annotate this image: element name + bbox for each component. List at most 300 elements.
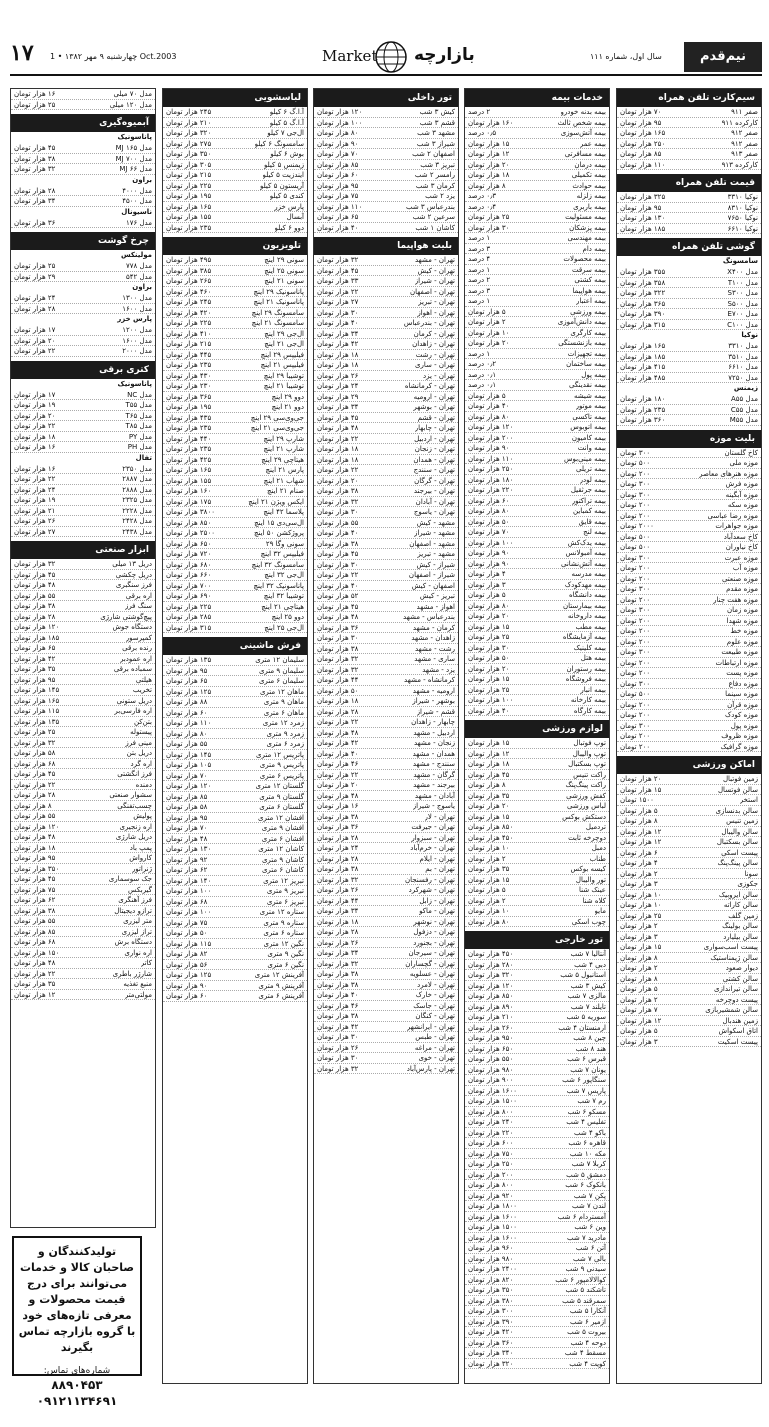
price-row bbox=[617, 224, 761, 235]
price-row bbox=[617, 974, 761, 985]
item-name: دستگاه جوش bbox=[112, 623, 152, 631]
item-price: ۴۵ هزار تومان bbox=[317, 602, 359, 611]
price-row bbox=[314, 107, 458, 118]
price-row bbox=[617, 415, 761, 426]
item-name: بیمه تکمیلی bbox=[571, 171, 606, 179]
price-row bbox=[314, 591, 458, 602]
item-name: تهران - ماکو bbox=[419, 907, 455, 915]
item-price: ۲۰ هزار تومان bbox=[468, 664, 510, 673]
item-price: ۲۶۰ هزار تومان bbox=[468, 1023, 514, 1032]
item-price: ۲۷ هزار تومان bbox=[317, 298, 359, 306]
item-name: ارمنستان ۴ شب bbox=[558, 1023, 606, 1032]
item-price: ۵۲ هزار تومان bbox=[317, 592, 359, 600]
price-row bbox=[163, 602, 307, 613]
price-row bbox=[465, 960, 609, 971]
item-price: ۹۵ هزار تومان bbox=[14, 854, 56, 862]
item-price: ۳۶۰ هزار تومان bbox=[620, 416, 666, 424]
item-name: تهران - رفسنجان bbox=[405, 875, 455, 884]
price-row bbox=[465, 328, 609, 339]
item-price: ۱۵۵ هزار تومان bbox=[166, 476, 212, 485]
item-name: یزد ۲ شب bbox=[425, 192, 455, 200]
price-row bbox=[617, 710, 761, 721]
item-price: ۲۰۰ تومان bbox=[620, 711, 651, 719]
item-price: ۲۲۵ هزار تومان bbox=[166, 602, 212, 611]
section-heading: بلیت هواپیما bbox=[314, 237, 458, 255]
item-name: تهران - رشت bbox=[415, 350, 455, 359]
item-price: ۲۲ هزار تومان bbox=[317, 466, 359, 474]
item-name: تهران - آبادان bbox=[415, 497, 455, 506]
price-row bbox=[465, 854, 609, 865]
item-name: تهران - بم bbox=[425, 865, 455, 873]
price-section bbox=[11, 114, 155, 228]
item-name: ساری - مشهد bbox=[414, 655, 455, 663]
section-heading: ابزار صنعتی bbox=[11, 541, 155, 559]
price-row bbox=[163, 455, 307, 466]
item-name: موزه گرافیک bbox=[720, 742, 758, 751]
price-row bbox=[465, 1306, 609, 1317]
price-row bbox=[11, 769, 155, 780]
item-price: ۲۷ هزار تومان bbox=[14, 527, 56, 536]
price-row bbox=[314, 927, 458, 938]
item-price: ۹۸۰ هزار تومان bbox=[468, 1254, 514, 1263]
item-name: ال‌جی ۷ کیلو bbox=[267, 129, 304, 137]
price-row bbox=[11, 601, 155, 612]
item-price: ۲۶ هزار تومان bbox=[317, 886, 359, 894]
item-price: ۱۲۵ هزار تومان bbox=[166, 971, 212, 979]
item-name: اره زنجیری bbox=[119, 822, 152, 831]
item-price: ۴۰ هزار تومان bbox=[317, 529, 359, 537]
item-price: ۲۰۰ تومان bbox=[620, 742, 651, 751]
item-name: موزه خط bbox=[730, 627, 758, 635]
item-name: کاخ نیاوران bbox=[725, 543, 758, 551]
item-price: ۱۵ هزار تومان bbox=[620, 785, 662, 794]
item-name: تهران - دزفول bbox=[413, 928, 455, 936]
price-row bbox=[314, 938, 458, 949]
item-price: ۱۴۵ هزار تومان bbox=[14, 686, 60, 694]
item-price: ۱۵۰۰ تومان bbox=[620, 796, 654, 804]
item-name: مدل NC bbox=[127, 390, 152, 399]
price-row bbox=[465, 780, 609, 791]
price-row bbox=[314, 486, 458, 497]
price-row bbox=[465, 170, 609, 181]
item-name: دوو ۲۹ اینچ bbox=[271, 392, 304, 401]
price-section bbox=[314, 237, 458, 1074]
item-price: ۳۲ هزار تومان bbox=[317, 1064, 359, 1073]
item-name: مدل ۱۲۰۰ bbox=[122, 326, 152, 334]
item-price: ۳۸۰ هزار تومان bbox=[468, 1296, 514, 1305]
item-price: ۲۲۰ هزار تومان bbox=[468, 1128, 514, 1137]
item-price: ۲ هزار تومان bbox=[468, 854, 506, 863]
price-row bbox=[465, 538, 609, 549]
item-name: اره فارسی‌بر bbox=[114, 707, 152, 715]
price-row bbox=[617, 213, 761, 224]
price-row bbox=[163, 739, 307, 750]
item-name: سالن فوتسال bbox=[717, 785, 758, 794]
price-row bbox=[465, 1128, 609, 1139]
item-price: ۹۵ هزار تومان bbox=[14, 675, 56, 684]
item-price: ۳۸ هزار تومان bbox=[317, 980, 359, 989]
item-price: ۸۵ هزار تومان bbox=[317, 160, 359, 169]
price-row bbox=[11, 801, 155, 812]
price-row bbox=[314, 969, 458, 980]
item-price: ۱۹ هزار تومان bbox=[14, 401, 56, 409]
price-row bbox=[11, 633, 155, 644]
price-row bbox=[163, 591, 307, 602]
price-row bbox=[617, 995, 761, 1006]
item-name: سلیمان ۶ متری bbox=[258, 677, 304, 685]
item-price: ۶۰ هزار تومان bbox=[166, 992, 208, 1000]
item-name: تهران - یزد bbox=[422, 371, 455, 380]
section-heading: قیمت تلفن همراه bbox=[617, 174, 761, 192]
price-row bbox=[617, 203, 761, 214]
item-price: ۲۶ هزار تومان bbox=[317, 371, 359, 380]
price-row bbox=[617, 563, 761, 574]
price-row bbox=[617, 469, 761, 480]
price-row bbox=[163, 676, 307, 687]
item-price: ۳۸ هزار تومان bbox=[14, 906, 56, 915]
price-row bbox=[163, 792, 307, 803]
item-price: ۱۵ هزار تومان bbox=[468, 812, 510, 821]
price-row bbox=[465, 770, 609, 781]
price-row bbox=[465, 380, 609, 391]
price-row bbox=[314, 1022, 458, 1033]
item-price: ۴۵ هزار تومان bbox=[14, 875, 56, 883]
item-price: ۲۰ هزار تومان bbox=[468, 612, 510, 620]
item-price: ۱۱۰ هزار تومان bbox=[620, 160, 666, 169]
price-row bbox=[11, 948, 155, 959]
item-name: بیمه اتوبوس bbox=[570, 423, 606, 431]
item-name: ترازو دیجیتال bbox=[114, 906, 152, 915]
price-row bbox=[11, 336, 155, 347]
price-row bbox=[314, 875, 458, 886]
price-row bbox=[11, 464, 155, 475]
item-price: ۸ هزار تومان bbox=[468, 781, 506, 789]
price-row bbox=[314, 287, 458, 298]
item-price: ۲۵۰ هزار تومان bbox=[468, 1160, 514, 1168]
item-name: تهران - چابهار bbox=[414, 424, 455, 432]
item-name: موزه سکه bbox=[727, 501, 758, 509]
price-row bbox=[617, 341, 761, 352]
item-price: ۹۰ هزار تومان bbox=[468, 549, 510, 557]
section-heading: لوازم ورزشی bbox=[465, 720, 609, 738]
price-row bbox=[163, 581, 307, 592]
item-name: آنکارا ۵ شب bbox=[569, 1307, 606, 1315]
item-price: ۴۱۵ هزار تومان bbox=[620, 363, 666, 371]
item-price: ۱۶۵ هزار تومان bbox=[166, 466, 212, 474]
item-price: ۴۲۵ هزار تومان bbox=[166, 455, 212, 464]
price-row bbox=[314, 759, 458, 770]
item-name: پاناسونیک ۳۲ اینچ bbox=[253, 581, 304, 590]
price-row bbox=[465, 1138, 609, 1149]
section-title-fa: بازارچه bbox=[414, 45, 475, 65]
item-price: ۶۸ هزار تومان bbox=[14, 759, 56, 768]
item-name: بیمه کشتی bbox=[574, 276, 606, 284]
item-price: ۱۰۰ هزار تومان bbox=[468, 538, 514, 547]
item-name: مدل ۵۴۲ bbox=[125, 272, 152, 281]
price-row bbox=[465, 149, 609, 160]
item-price: ۸۰ هزار تومان bbox=[468, 601, 510, 610]
item-price: ۹۸۰ هزار تومان bbox=[468, 1065, 514, 1074]
item-price: ۲۸ هزار تومان bbox=[14, 791, 56, 799]
item-price: ۳۲۲ هزار تومان bbox=[620, 289, 666, 297]
item-price: ۵۶ هزار تومان bbox=[166, 960, 208, 969]
price-row bbox=[314, 906, 458, 917]
price-row bbox=[163, 308, 307, 319]
item-name: آفرینش ۹ متری bbox=[258, 981, 304, 990]
section-title-en: Market bbox=[322, 47, 378, 65]
item-name: تهران - کنگان bbox=[415, 1012, 455, 1020]
price-row bbox=[163, 570, 307, 581]
price-row bbox=[465, 1117, 609, 1128]
price-row bbox=[11, 506, 155, 517]
price-row bbox=[163, 939, 307, 950]
item-price: ۱ درصد bbox=[468, 234, 491, 242]
item-name: بیمه پزشکان bbox=[569, 223, 606, 232]
item-price: ۲۵ هزار تومان bbox=[14, 100, 56, 109]
item-name: دریل شارژی bbox=[115, 833, 152, 841]
price-row bbox=[163, 539, 307, 550]
item-name: تهران - سیرجان bbox=[408, 949, 455, 957]
price-row bbox=[11, 570, 155, 581]
price-row bbox=[465, 286, 609, 297]
item-name: سمباده برقی bbox=[113, 665, 152, 673]
price-row bbox=[11, 654, 155, 665]
item-name: بیمه مهندسی bbox=[567, 234, 606, 242]
item-name: گلستان ۶ متری bbox=[259, 803, 304, 811]
section-heading: سیم‌کارت تلفن همراه bbox=[617, 89, 761, 107]
item-name: نوکیا ۳۳۱۰ bbox=[727, 193, 758, 201]
item-price: ۲ درصد bbox=[468, 108, 491, 116]
item-price: ۵ هزار تومان bbox=[468, 307, 506, 316]
item-price: ۳۵۰ هزار تومان bbox=[468, 1286, 514, 1294]
item-price: ۴۲۰ هزار تومان bbox=[468, 1328, 514, 1336]
item-name: مدل ۷۰ میلی bbox=[113, 90, 152, 98]
item-name: مدل S۳۰۰ bbox=[727, 289, 758, 297]
item-name: بیمه عمر bbox=[579, 139, 606, 148]
price-row bbox=[163, 834, 307, 845]
item-price: ۴ هزار تومان bbox=[620, 859, 658, 867]
item-price: ۲۰۰ تومان bbox=[620, 732, 651, 740]
item-price: ۷۰ هزار تومان bbox=[317, 150, 359, 158]
price-row bbox=[314, 612, 458, 623]
item-price: ۱۵ هزار تومان bbox=[468, 675, 510, 683]
price-row bbox=[163, 434, 307, 445]
price-row bbox=[465, 517, 609, 528]
item-price: ۵ هزار تومان bbox=[620, 1027, 658, 1035]
price-row bbox=[465, 1044, 609, 1055]
item-price: ۱۹ هزار تومان bbox=[14, 496, 56, 504]
item-price: ۱۸ هزار تومان bbox=[14, 432, 56, 441]
item-price: ۴ درصد bbox=[468, 255, 491, 263]
item-price: ۹۵ هزار تومان bbox=[166, 813, 208, 822]
price-row bbox=[617, 542, 761, 553]
item-name: تهران - قشم bbox=[417, 413, 455, 422]
price-row bbox=[11, 89, 155, 100]
item-name: بیمه کارگری bbox=[570, 328, 606, 337]
item-name: گلستان ۹ متری bbox=[259, 792, 304, 801]
item-price: ۴۰ هزار تومان bbox=[317, 749, 359, 758]
price-row bbox=[163, 876, 307, 887]
item-name: کیسه بوکس bbox=[570, 865, 606, 873]
item-price: ۴۰ هزار تومان bbox=[468, 402, 510, 410]
item-price: ۲۰۰ تومان bbox=[620, 469, 651, 478]
price-row bbox=[163, 760, 307, 771]
price-row bbox=[314, 549, 458, 560]
item-price: ۸ هزار تومان bbox=[620, 817, 658, 825]
price-row bbox=[163, 297, 307, 308]
price-row bbox=[465, 128, 609, 139]
item-price: ۳۸ هزار تومان bbox=[317, 1012, 359, 1020]
item-name: بیمه پول bbox=[581, 370, 606, 379]
item-price: ۹۰ هزار تومان bbox=[166, 981, 208, 990]
price-row bbox=[617, 1026, 761, 1037]
item-price: ۸ هزار تومان bbox=[620, 953, 658, 962]
price-section bbox=[163, 237, 307, 633]
item-price: ۵۰ هزار تومان bbox=[317, 686, 359, 695]
price-row: پارس خزر bbox=[117, 315, 152, 323]
item-name: کویت ۴ شب bbox=[569, 1359, 606, 1368]
item-name: موزه پول bbox=[730, 721, 758, 730]
globe-icon bbox=[372, 40, 410, 74]
item-price: ۲۱۰ هزار تومان bbox=[166, 118, 212, 127]
item-name: مدل ۶۶۱۰ bbox=[728, 363, 758, 371]
price-row bbox=[11, 906, 155, 917]
item-name: دبی ۴ شب bbox=[574, 960, 606, 969]
price-row bbox=[617, 921, 761, 932]
item-price: ۳۰ هزار تومان bbox=[317, 634, 359, 642]
price-row bbox=[163, 771, 307, 782]
item-price: ۳۶ هزار تومان bbox=[317, 623, 359, 632]
item-name: مدل PH bbox=[127, 443, 152, 451]
item-price: ۵۵ هزار تومان bbox=[14, 591, 56, 600]
price-row bbox=[314, 539, 458, 550]
item-name: تردمیل bbox=[585, 823, 606, 831]
item-price: ۳۰۰ هزار تومان bbox=[468, 1307, 514, 1315]
item-name: بیمه مینی‌بوس bbox=[563, 454, 606, 463]
price-row bbox=[163, 318, 307, 329]
item-name: توشیبا ۲۹ اینچ bbox=[263, 371, 304, 380]
item-price: ۲۲ هزار تومان bbox=[317, 287, 359, 296]
item-price: ۲۰۰ هزار تومان bbox=[468, 433, 514, 442]
price-row bbox=[163, 729, 307, 740]
item-name: دوچرخه ثابت bbox=[568, 833, 606, 842]
item-name: کیش ۳ شب bbox=[570, 981, 606, 990]
item-price: ۸۵۰ هزار تومان bbox=[166, 518, 212, 527]
item-name: هیلتی bbox=[135, 675, 152, 684]
item-name: سامسونگ ۲۱ اینچ bbox=[251, 319, 304, 327]
item-name: صفر ۹۱۲ bbox=[731, 139, 758, 148]
item-price: ۲۰۰ هزار تومان bbox=[468, 1170, 514, 1179]
price-row bbox=[617, 626, 761, 637]
item-price: ۷۵ هزار تومان bbox=[166, 918, 208, 927]
item-price: ۷۰ هزار تومان bbox=[166, 771, 208, 780]
price-row bbox=[465, 1243, 609, 1254]
item-name: تهران - خرم‌آباد bbox=[410, 844, 455, 852]
item-name: بیمه ساختمان bbox=[566, 360, 606, 368]
price-row bbox=[465, 359, 609, 370]
item-name: تراز لیزری bbox=[121, 927, 152, 936]
item-name: بیمه موتور bbox=[575, 402, 606, 410]
item-price: ۲۲ هزار تومان bbox=[14, 422, 56, 430]
price-row bbox=[465, 1107, 609, 1118]
price-row bbox=[11, 927, 155, 938]
price-row bbox=[465, 391, 609, 402]
item-name: پیست اسب‌سواری bbox=[703, 943, 758, 951]
item-price: ۶۲ هزار تومان bbox=[166, 866, 208, 874]
item-name: تخریب bbox=[132, 686, 152, 694]
price-row bbox=[163, 907, 307, 918]
price-row bbox=[163, 329, 307, 340]
price-row bbox=[617, 1005, 761, 1016]
item-price: ۱۶۰۰ هزار تومان bbox=[468, 1233, 517, 1242]
price-row bbox=[314, 455, 458, 466]
item-name: موزه شهدا bbox=[726, 616, 758, 625]
price-row bbox=[465, 1012, 609, 1023]
item-price: ۲ هزار تومان bbox=[468, 896, 506, 905]
price-row bbox=[11, 400, 155, 411]
item-name: توپ بسکتبال bbox=[568, 760, 606, 768]
item-name: بیمه سرقت bbox=[571, 265, 606, 274]
item-name: سالن پینگ‌پنگ bbox=[717, 859, 758, 867]
item-name: دیوار صعود bbox=[725, 964, 758, 972]
item-price: ۱۶ هزار تومان bbox=[14, 90, 56, 98]
item-name: اره عمودبر bbox=[120, 654, 152, 663]
item-price: ۱۳۰ هزار تومان bbox=[166, 845, 212, 853]
item-price: ۳۶۵ هزار تومان bbox=[620, 299, 666, 308]
item-name: چسب‌تفنگی bbox=[117, 801, 152, 810]
item-name: تهران - مشهد bbox=[415, 256, 455, 264]
item-name: رنده برقی bbox=[122, 644, 152, 652]
price-row bbox=[11, 591, 155, 602]
item-price: ۸۰ هزار تومان bbox=[468, 917, 510, 926]
item-name: بیمه بازنشستگی bbox=[558, 339, 606, 347]
section-heading: کتری برقی bbox=[11, 361, 155, 379]
item-name: پارس خزر bbox=[274, 202, 304, 211]
price-row bbox=[11, 432, 155, 443]
item-name: دریل ستونی bbox=[116, 696, 152, 705]
price-section bbox=[314, 89, 458, 233]
price-row bbox=[465, 1075, 609, 1086]
item-name: تایلند ۷ شب bbox=[570, 1002, 606, 1011]
price-row bbox=[314, 297, 458, 308]
item-name: موزه صنعتی bbox=[721, 574, 758, 583]
item-price: ۱۱۵ هزار تومان bbox=[166, 939, 212, 948]
item-price: ۴۸ هزار تومان bbox=[14, 833, 56, 841]
price-row bbox=[11, 790, 155, 801]
item-price: ۲۴۵ هزار تومان bbox=[166, 108, 212, 116]
price-row bbox=[617, 149, 761, 160]
price-row bbox=[314, 707, 458, 718]
item-name: آفرینش ۶ متری bbox=[258, 992, 304, 1000]
item-name: آ.ا.گ ۵ کیلو bbox=[269, 118, 304, 127]
price-row bbox=[314, 318, 458, 329]
item-price: ۱۸۰ هزار تومان bbox=[468, 475, 514, 484]
item-price: ۱۲۰ هزار تومان bbox=[14, 623, 60, 631]
section-heading: تور داخلی bbox=[314, 89, 458, 107]
price-row bbox=[163, 708, 307, 719]
item-name: بیمه دام bbox=[582, 244, 606, 253]
price-row bbox=[163, 518, 307, 529]
price-row bbox=[465, 443, 609, 454]
item-price: ۵۰۰ تومان bbox=[620, 543, 651, 551]
price-row bbox=[617, 827, 761, 838]
price-row bbox=[11, 885, 155, 896]
item-price: ۳۴۰ هزار تومان bbox=[468, 1349, 514, 1357]
price-row bbox=[465, 653, 609, 664]
item-price: ۲۸ هزار تومان bbox=[317, 854, 359, 863]
item-name: بیمه کمباین bbox=[573, 507, 606, 515]
item-name: بیروت ۵ شب bbox=[567, 1328, 606, 1336]
